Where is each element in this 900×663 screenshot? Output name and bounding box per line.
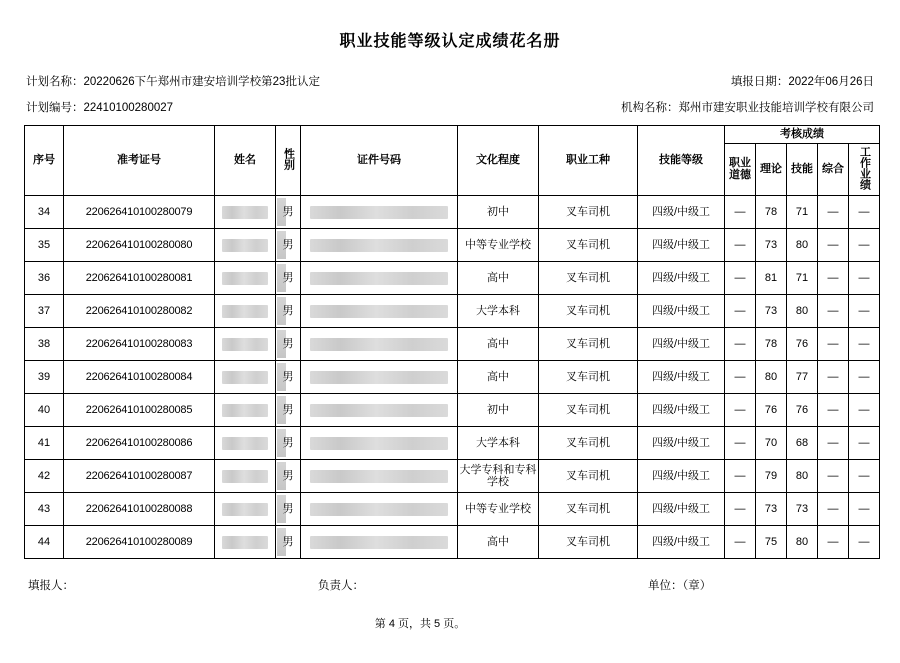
- cell-id-no-redacted: [301, 328, 458, 361]
- cell-level: 四级/中级工: [638, 328, 725, 361]
- cell-performance: —: [849, 361, 880, 394]
- cell-seq: 42: [25, 460, 64, 493]
- cell-name-redacted: [215, 493, 276, 526]
- cell-name-redacted: [215, 295, 276, 328]
- cell-education: 中等专业学校: [458, 229, 539, 262]
- col-header-gender: 性别: [276, 126, 301, 196]
- plan-no-value: 22410100280027: [83, 102, 174, 114]
- cell-level: 四级/中级工: [638, 295, 725, 328]
- table-row: [25, 262, 880, 295]
- document-page: [0, 28, 900, 663]
- cell-level: 四级/中级工: [638, 394, 725, 427]
- table-head: [25, 126, 880, 196]
- cell-job: 叉车司机: [539, 460, 638, 493]
- cell-skill: 73: [787, 493, 818, 526]
- redaction-bar: [222, 470, 268, 483]
- redaction-bar: [222, 239, 268, 252]
- redaction-bar: [222, 503, 268, 516]
- cell-ethics: —: [725, 196, 756, 229]
- cell-comprehensive: —: [818, 526, 849, 559]
- cell-ethics: —: [725, 460, 756, 493]
- table-row: [25, 229, 880, 262]
- cell-name-redacted: [215, 328, 276, 361]
- page-title: 职业技能等级认定成绩花名册: [339, 33, 561, 50]
- cell-skill: 80: [787, 460, 818, 493]
- cell-gender: 男: [276, 295, 301, 328]
- cell-ethics: —: [725, 493, 756, 526]
- cell-id-no-redacted: [301, 526, 458, 559]
- cell-ethics: —: [725, 295, 756, 328]
- cell-gender: 男: [276, 229, 301, 262]
- meta-row-org: [26, 99, 874, 115]
- cell-seq: 40: [25, 394, 64, 427]
- cell-job: 叉车司机: [539, 427, 638, 460]
- cell-skill: 76: [787, 328, 818, 361]
- cell-seq: 38: [25, 328, 64, 361]
- report-date-label: 填报日期：: [730, 76, 789, 88]
- plan-no-label: 计划编号：: [26, 102, 84, 114]
- cell-gender: 男: [276, 394, 301, 427]
- cell-seq: 35: [25, 229, 64, 262]
- cell-theory: 76: [756, 394, 787, 427]
- cell-job: 叉车司机: [539, 295, 638, 328]
- cell-gender: 男: [276, 361, 301, 394]
- cell-level: 四级/中级工: [638, 427, 725, 460]
- table-row: [25, 526, 880, 559]
- col-header-comprehensive: 综合: [818, 143, 849, 196]
- cell-id-no-redacted: [301, 460, 458, 493]
- col-header-performance: 工作业绩: [849, 143, 880, 196]
- cell-ticket: 220626410100280089: [64, 526, 215, 559]
- cell-gender: 男: [276, 460, 301, 493]
- table-row: [25, 394, 880, 427]
- cell-level: 四级/中级工: [638, 262, 725, 295]
- cell-performance: —: [849, 229, 880, 262]
- cell-job: 叉车司机: [539, 394, 638, 427]
- redaction-bar: [310, 239, 448, 252]
- cell-education: 初中: [458, 196, 539, 229]
- cell-gender: 男: [276, 328, 301, 361]
- redaction-bar: [310, 206, 448, 219]
- cell-comprehensive: —: [818, 328, 849, 361]
- redaction-bar: [222, 536, 268, 549]
- cell-seq: 43: [25, 493, 64, 526]
- unit-label: 单位：（章）: [648, 580, 712, 593]
- cell-skill: 77: [787, 361, 818, 394]
- cell-ethics: —: [725, 229, 756, 262]
- col-header-name: 姓名: [215, 126, 276, 196]
- cell-comprehensive: —: [818, 262, 849, 295]
- col-header-score-group: 考核成绩: [725, 126, 880, 144]
- cell-performance: —: [849, 460, 880, 493]
- cell-seq: 36: [25, 262, 64, 295]
- cell-ethics: —: [725, 262, 756, 295]
- cell-ticket: 220626410100280080: [64, 229, 215, 262]
- cell-skill: 80: [787, 526, 818, 559]
- cell-ticket: 220626410100280088: [64, 493, 215, 526]
- org-name: [621, 99, 874, 115]
- cell-job: 叉车司机: [539, 328, 638, 361]
- cell-comprehensive: —: [818, 196, 849, 229]
- cell-performance: —: [849, 262, 880, 295]
- meta-row-plan: [26, 73, 874, 89]
- cell-id-no-redacted: [301, 394, 458, 427]
- cell-theory: 78: [756, 196, 787, 229]
- cell-name-redacted: [215, 196, 276, 229]
- cell-performance: —: [849, 328, 880, 361]
- table-row: [25, 460, 880, 493]
- cell-theory: 73: [756, 493, 787, 526]
- redaction-bar: [310, 470, 448, 483]
- cell-ethics: —: [725, 361, 756, 394]
- table-row: [25, 295, 880, 328]
- cell-id-no-redacted: [301, 295, 458, 328]
- cell-job: 叉车司机: [539, 229, 638, 262]
- cell-seq: 37: [25, 295, 64, 328]
- cell-skill: 80: [787, 295, 818, 328]
- cell-skill: 71: [787, 262, 818, 295]
- cell-ticket: 220626410100280082: [64, 295, 215, 328]
- report-date: [731, 73, 874, 89]
- col-header-job: 职业工种: [539, 126, 638, 196]
- cell-education: 大学本科: [458, 427, 539, 460]
- cell-skill: 68: [787, 427, 818, 460]
- col-header-ethics: 职业道德: [725, 143, 756, 196]
- cell-education: 高中: [458, 361, 539, 394]
- cell-level: 四级/中级工: [638, 361, 725, 394]
- cell-education: 高中: [458, 328, 539, 361]
- redaction-bar: [310, 503, 448, 516]
- redaction-bar: [222, 437, 268, 450]
- cell-gender: 男: [276, 493, 301, 526]
- cell-id-no-redacted: [301, 361, 458, 394]
- cell-gender: 男: [276, 262, 301, 295]
- org-name-value: 郑州市建安职业技能培训学校有限公司: [678, 102, 874, 114]
- cell-level: 四级/中级工: [638, 196, 725, 229]
- signature-row: [22, 577, 878, 593]
- cell-level: 四级/中级工: [638, 229, 725, 262]
- cell-theory: 79: [756, 460, 787, 493]
- cell-name-redacted: [215, 229, 276, 262]
- cell-education: 高中: [458, 262, 539, 295]
- redaction-bar: [222, 272, 268, 285]
- cell-theory: 80: [756, 361, 787, 394]
- cell-education: 大学专科和专科学校: [458, 460, 539, 493]
- col-header-level: 技能等级: [638, 126, 725, 196]
- cell-ticket: 220626410100280086: [64, 427, 215, 460]
- cell-seq: 41: [25, 427, 64, 460]
- cell-seq: 34: [25, 196, 64, 229]
- table-body: [25, 196, 880, 559]
- cell-comprehensive: —: [818, 361, 849, 394]
- cell-theory: 70: [756, 427, 787, 460]
- col-header-education: 文化程度: [458, 126, 539, 196]
- cell-ethics: —: [725, 394, 756, 427]
- cell-ethics: —: [725, 526, 756, 559]
- cell-comprehensive: —: [818, 460, 849, 493]
- table-row: [25, 361, 880, 394]
- cell-job: 叉车司机: [539, 493, 638, 526]
- cell-performance: —: [849, 196, 880, 229]
- cell-gender: 男: [276, 526, 301, 559]
- redaction-bar: [310, 404, 448, 417]
- header-row-main: [25, 126, 880, 144]
- redaction-bar: [310, 272, 448, 285]
- cell-theory: 75: [756, 526, 787, 559]
- cell-education: 大学本科: [458, 295, 539, 328]
- cell-name-redacted: [215, 427, 276, 460]
- table-row: [25, 427, 880, 460]
- redaction-bar: [222, 206, 268, 219]
- cell-id-no-redacted: [301, 493, 458, 526]
- col-header-id-no: 证件号码: [301, 126, 458, 196]
- cell-comprehensive: —: [818, 427, 849, 460]
- cell-comprehensive: —: [818, 394, 849, 427]
- cell-comprehensive: —: [818, 493, 849, 526]
- cell-level: 四级/中级工: [638, 526, 725, 559]
- cell-id-no-redacted: [301, 262, 458, 295]
- plan-no: [26, 99, 173, 115]
- cell-ticket: 220626410100280084: [64, 361, 215, 394]
- cell-job: 叉车司机: [539, 526, 638, 559]
- cell-job: 叉车司机: [539, 361, 638, 394]
- redaction-bar: [310, 338, 448, 351]
- redaction-bar: [222, 404, 268, 417]
- roster-table: [24, 125, 880, 559]
- cell-education: 中等专业学校: [458, 493, 539, 526]
- cell-id-no-redacted: [301, 229, 458, 262]
- org-name-label: 机构名称：: [621, 102, 679, 114]
- cell-gender: 男: [276, 196, 301, 229]
- cell-skill: 71: [787, 196, 818, 229]
- cell-ticket: 220626410100280085: [64, 394, 215, 427]
- cell-id-no-redacted: [301, 427, 458, 460]
- cell-skill: 76: [787, 394, 818, 427]
- cell-gender: 男: [276, 427, 301, 460]
- page-number: 第 4 页，共 5 页。: [374, 618, 466, 631]
- cell-theory: 73: [756, 295, 787, 328]
- cell-name-redacted: [215, 361, 276, 394]
- cell-theory: 81: [756, 262, 787, 295]
- col-header-seq: 序号: [25, 126, 64, 196]
- cell-theory: 78: [756, 328, 787, 361]
- cell-skill: 80: [787, 229, 818, 262]
- redaction-bar: [310, 536, 448, 549]
- cell-seq: 44: [25, 526, 64, 559]
- cell-name-redacted: [215, 262, 276, 295]
- cell-name-redacted: [215, 526, 276, 559]
- table-row: [25, 493, 880, 526]
- redaction-bar: [310, 371, 448, 384]
- cell-ticket: 220626410100280079: [64, 196, 215, 229]
- cell-ticket: 220626410100280081: [64, 262, 215, 295]
- cell-comprehensive: —: [818, 295, 849, 328]
- redaction-bar: [310, 305, 448, 318]
- cell-level: 四级/中级工: [638, 493, 725, 526]
- col-header-ticket: 准考证号: [64, 126, 215, 196]
- cell-name-redacted: [215, 394, 276, 427]
- cell-seq: 39: [25, 361, 64, 394]
- cell-ethics: —: [725, 427, 756, 460]
- cell-name-redacted: [215, 460, 276, 493]
- redaction-bar: [222, 371, 268, 384]
- redaction-bar: [222, 338, 268, 351]
- table-row: [25, 328, 880, 361]
- redaction-bar: [222, 305, 268, 318]
- redaction-bar: [310, 437, 448, 450]
- col-header-skill: 技能: [787, 143, 818, 196]
- cell-comprehensive: —: [818, 229, 849, 262]
- cell-job: 叉车司机: [539, 196, 638, 229]
- plan-name-label: 计划名称：: [26, 76, 84, 88]
- cell-performance: —: [849, 493, 880, 526]
- report-date-value: 2022年06月26日: [788, 76, 874, 88]
- plan-name-value: 20220626下午郑州市建安培训学校第23批认定: [83, 76, 320, 88]
- cell-ticket: 220626410100280087: [64, 460, 215, 493]
- col-header-theory: 理论: [756, 143, 787, 196]
- cell-level: 四级/中级工: [638, 460, 725, 493]
- cell-job: 叉车司机: [539, 262, 638, 295]
- cell-performance: —: [849, 394, 880, 427]
- plan-name: [26, 73, 320, 89]
- cell-ethics: —: [725, 328, 756, 361]
- cell-id-no-redacted: [301, 196, 458, 229]
- cell-ticket: 220626410100280083: [64, 328, 215, 361]
- responsible-label: 负责人：: [318, 580, 364, 593]
- reporter-label: 填报人：: [28, 580, 74, 593]
- cell-performance: —: [849, 295, 880, 328]
- cell-education: 高中: [458, 526, 539, 559]
- table-row: [25, 196, 880, 229]
- cell-performance: —: [849, 526, 880, 559]
- cell-education: 初中: [458, 394, 539, 427]
- cell-theory: 73: [756, 229, 787, 262]
- cell-performance: —: [849, 427, 880, 460]
